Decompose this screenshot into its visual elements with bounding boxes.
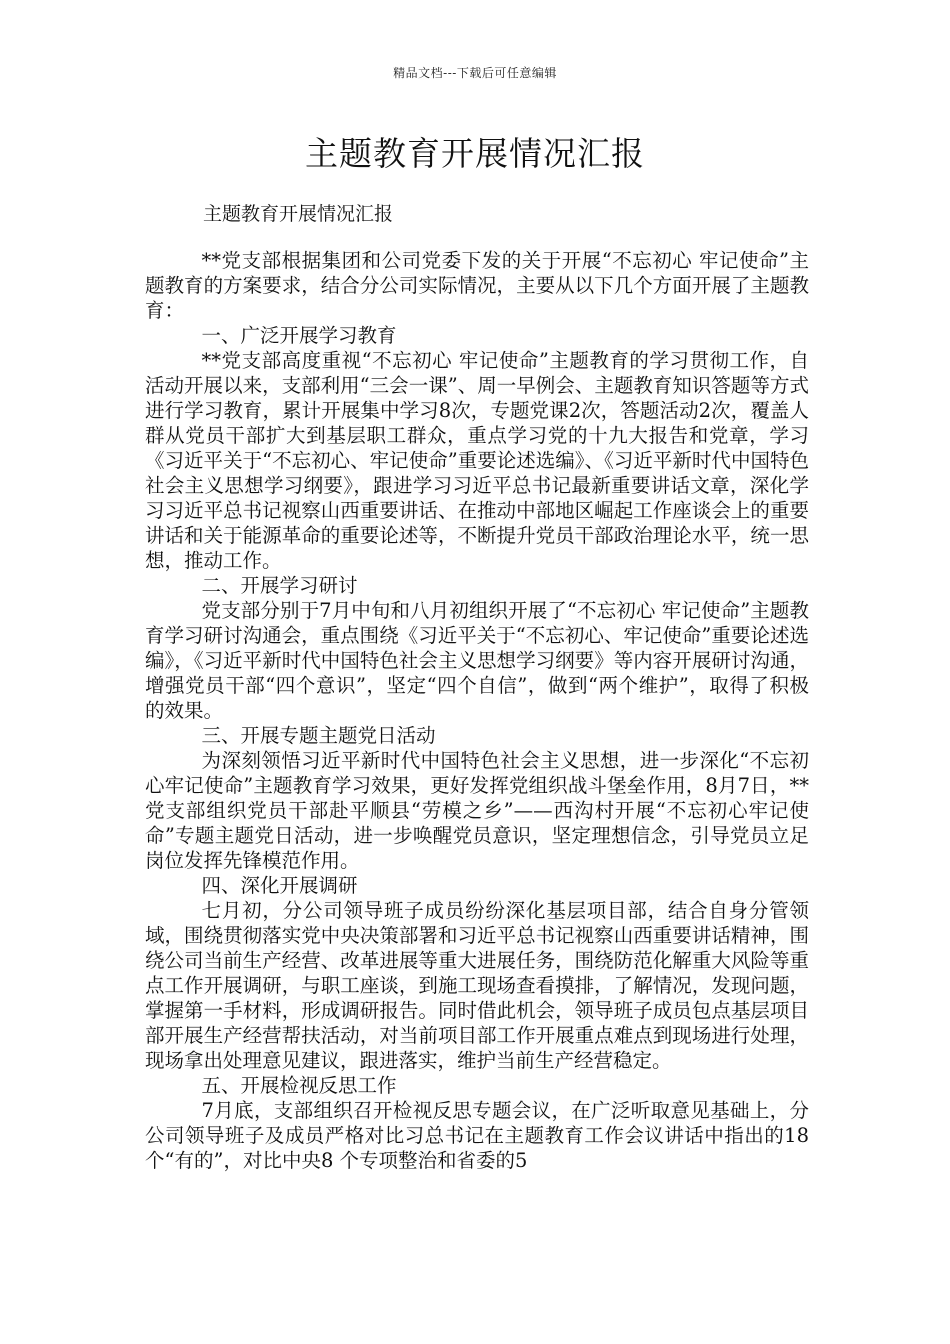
header-note: 精品文档---下载后可任意编辑 (393, 66, 557, 80)
document-body (145, 248, 809, 1173)
document-title: 主题教育开展情况汇报 (305, 134, 645, 173)
section-heading-2: 二、开展学习研讨 (201, 574, 358, 597)
section-heading-3: 三、开展专题主题党日活动 (201, 724, 436, 747)
section-paragraph-2: 党支部分别于7月中旬和八月初组织开展了“不忘初心 牢记使命”主题教育学习研讨沟通会，重点围绕《习近平关于“不忘初心、牢记使命”重要论述选编》，《习近平新时代中国特色社会主义思想学习纲要》等内容开展研讨沟通，增强党员干部“四个意识”，坚定“四个自信”，做到“两个维护”，取得了积极的效果。 (145, 599, 809, 722)
intro-paragraph: **党支部根据集团和公司党委下发的关于开展“不忘初心 牢记使命”主题教育的方案要求，结合分公司实际情况，主要从以下几个方面开展了主题教育： (145, 249, 809, 322)
section-heading-4: 四、深化开展调研 (201, 874, 358, 897)
section-paragraph-5: 7月底，支部组织召开检视反思专题会议，在广泛听取意见基础上，分公司领导班子及成员严格对比习总书记在主题教育工作会议讲话中指出的18 个“有的”，对比中央8 个专项整治和省委的5 (145, 1099, 809, 1172)
section-heading-1: 一、广泛开展学习教育 (201, 324, 397, 347)
section-paragraph-4: 七月初，分公司领导班子成员纷纷深化基层项目部，结合自身分管领域，围绕贯彻落实党中央决策部署和习近平总书记视察山西重要讲话精神，围绕公司当前生产经营、改革进展等重大进展任务，围绕防范化解重大风险等重点工作开展调研，与职工座谈，到施工现场查看摸排，了解情况，发现问题，掌握第一手材料，形成调研报告。同时借此机会，领导班子成员包点基层项目部开展生产经营帮扶活动，对当前项目部工作开展重点难点到现场进行处理，现场拿出处理意见建议，跟进落实，维护当前生产经营稳定。 (145, 899, 809, 1072)
section-paragraph-1: **党支部高度重视“不忘初心 牢记使命”主题教育的学习贯彻工作，自活动开展以来，支部利用“三会一课”、周一早例会、主题教育知识答题等方式进行学习教育，累计开展集中学习8次，专题党课2次，答题活动2次，覆盖人群从党员干部扩大到基层职工群众，重点学习党的十九大报告和党章，学习《习近平关于“不忘初心、牢记使命”重要论述选编》、《习近平新时代中国特色社会主义思想学习纲要》，跟进学习习近平总书记最新重要讲话文章，深化学习习近平总书记视察山西重要讲话、在推动中部地区崛起工作座谈会上的重要讲话和关于能源革命的重要论述等，不断提升党员干部政治理论水平，统一思想，推动工作。 (145, 349, 809, 572)
section-heading-5: 五、开展检视反思工作 (201, 1074, 397, 1097)
document-subtitle: 主题教育开展情况汇报 (203, 203, 394, 225)
section-paragraph-3: 为深刻领悟习近平新时代中国特色社会主义思想，进一步深化“不忘初心牢记使命”主题教育学习效果，更好发挥党组织战斗堡垒作用，8月7日，**党支部组织党员干部赴平顺县“劳模之乡”——西沟村开展“不忘初心牢记使命”专题主题党日活动，进一步唤醒党员意识，坚定理想信念，引导党员立足岗位发挥先锋模范作用。 (145, 749, 809, 872)
